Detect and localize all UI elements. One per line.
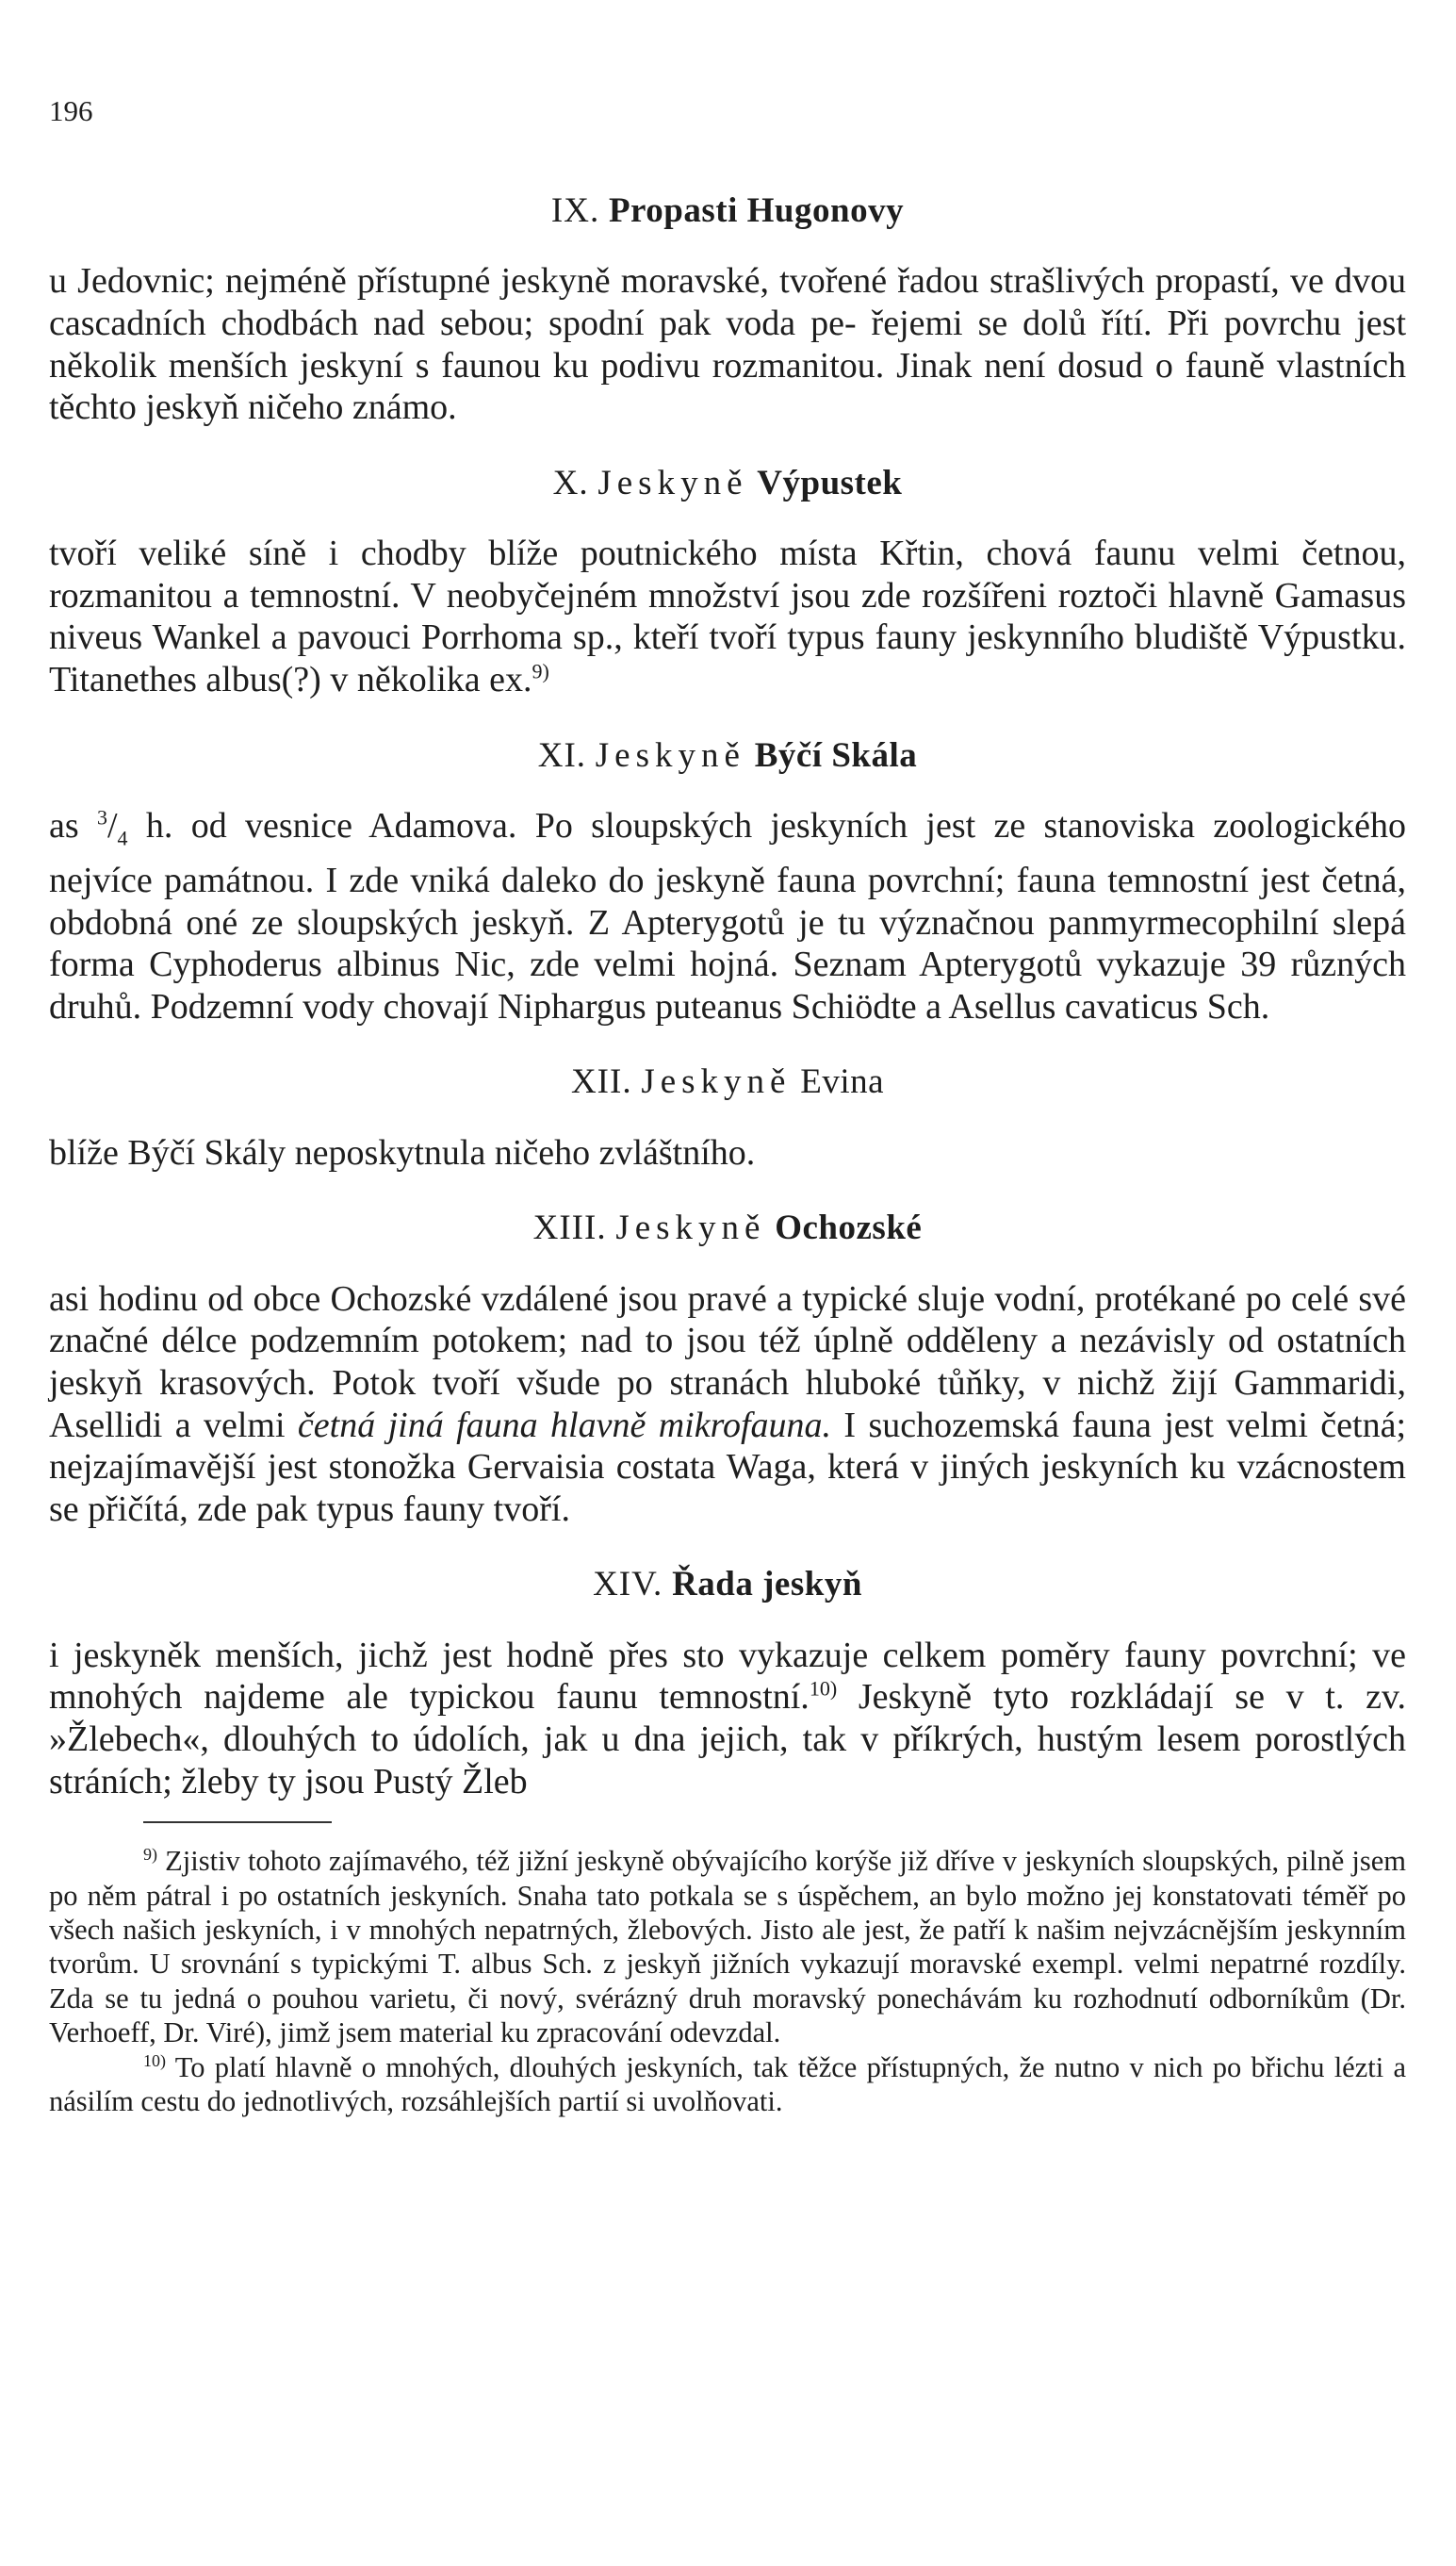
- section-heading-x: [49, 463, 1406, 504]
- section-title: Propasti Hugonovy: [608, 191, 905, 230]
- section-heading-xi: [49, 735, 1406, 777]
- section-number: XIII.: [532, 1209, 607, 1248]
- paragraph-text: blíže Býčí Skály neposkytnula ničeho zvláštního.: [49, 1132, 756, 1173]
- fraction-denominator: 4: [117, 826, 128, 850]
- section-body-x: [49, 533, 1406, 700]
- fraction-numerator: 3: [96, 805, 107, 830]
- paragraph-italic: četná jiná fauna hlavně mikrofauna.: [297, 1405, 832, 1445]
- section-number: X.: [552, 463, 589, 502]
- footnote-marker: 10): [143, 2050, 166, 2070]
- section-heading-xiii: [49, 1208, 1406, 1249]
- footnote-10: [49, 2050, 1406, 2119]
- section-title: Řada jeskyň: [672, 1565, 862, 1604]
- section-title: Býčí Skála: [754, 735, 918, 775]
- section-heading-ix: [49, 190, 1406, 232]
- footnote-marker: 9): [143, 1845, 157, 1865]
- paragraph-text: asi hodinu od obce Ochozské vzdálené jsou pravé a typické sluje vodní, protékané po celé své značné délce podzemním potokem; nad to jsou též úplně odděleny a nezávisly od ostatních jeskyň krasových. Potok tvoří všude po stranách hluboké tůňky, v nichž žijí Gammaridi, Asellidi a velmi: [49, 1278, 1406, 1445]
- section-body-xi: as $^3/_4$ h. od vesnice Adamova. Po sloupských jeskyních jest ze stanoviska zoologického nejvíce památnou. I zde vniká daleko do jeskyně fauna povrchní; fauna temnostní jest četná, obdobná oné ze sloupských jeskyň. Z Apterygotů je tu význačnou panmyrmecophilní slepá forma Cyphoderus albinus Nic, zde velmi hojná. Seznam Apterygotů vykazuje 39 různých druhů. Podzemní vody chovají Niphargus puteanus Schiödte a Asellus cavaticus Sch.: [49, 805, 1407, 1027]
- section-title: Ochozské: [775, 1209, 923, 1248]
- section-title-spaced: Jeskyně: [615, 1209, 766, 1248]
- section-number: XIV.: [593, 1565, 663, 1604]
- section-body-ix: [49, 260, 1406, 428]
- footnote-ref-9[interactable]: 9): [532, 659, 549, 683]
- section-number: IX.: [550, 191, 600, 230]
- footnote-text: Zjistiv tohoto zajímavého, též jižní jeskyně obývajícího korýše již dříve v jeskyních sloupských, pilně jsem po něm pátral i po ostatních jeskyních. Snaha tato potkala se s úspěchem, an bylo možno jej konstatovati téměř po všech našich jeskyních, i v mnohých nepatrných, žlebových. Jisto ale jest, že patří k našim nejvzácnějším jeskynním tvorům. U srovnání s typickými T. albus Sch. z jeskyň jižních vykazují moravské exempl. velmi nepatrné rozdíly. Zda se tu jedná o pouhou varietu, či nový, svérázný druh moravský ponechávám ku rozhodnutí odborníkům (Dr. Verhoeff, Dr. Viré), jimž jsem material ku zpracování odevzdal.: [49, 1845, 1406, 2049]
- section-heading-xiv: [49, 1564, 1406, 1605]
- section-body-xiii: [49, 1278, 1406, 1531]
- footnotes: [49, 1844, 1406, 2118]
- section-number: XII.: [570, 1062, 632, 1102]
- paragraph-text: i jeskyněk menších, jichž jest hodně přes sto vykazuje celkem poměry fauny povrchní; ve mnohých najdeme ale typickou faunu temnostní.: [49, 1635, 1406, 1718]
- paragraph-text: u Jedovnic; nejméně přístupné jeskyně moravské, tvořené řadou strašlivých propastí, ve dvou cascadních chodbách nad sebou; spodní pak voda pe- řejemi se dolů řítí. Při povrchu jest několik menších jeskyní s faunou ku podivu rozmanitou. Jinak není dosud o fauně vlastních těchto jeskyň ničeho známo.: [49, 261, 1406, 428]
- paragraph-text-rest: Jeskyně tyto rozkládají se v t. zv. »Žlebech«, dlouhých to údolích, jak u dna jejich, tak v příkrých, hustým lesem porostlých stráních; žleby ty jsou Pustý Žleb: [49, 1677, 1406, 1801]
- book-page: [49, 94, 1406, 2118]
- section-title-spaced: Jeskyně: [595, 735, 745, 775]
- section-title: Výpustek: [757, 463, 903, 502]
- paragraph-text: h. od vesnice Adamova. Po sloupských jeskyních jest ze stanoviska zoologického nejvíce památnou. I zde vniká daleko do jeskyně fauna povrchní; fauna temnostní jest četná, obdobná oné ze sloupských jeskyň. Z Apterygotů je tu význačnou panmyrmecophilní slepá forma Cyphoderus albinus Nic, zde velmi hojná. Seznam Apterygotů vykazuje 39 různých druhů. Podzemní vody chovají Niphargus puteanus Schiödte a Asellus cavaticus Sch.: [49, 805, 1407, 1027]
- footnote-9: [49, 1844, 1406, 2049]
- paragraph-prefix: as: [49, 805, 79, 846]
- paragraph-text-rest: I suchozemská fauna jest velmi četná; nejzajímavější jest stonožka Gervaisia costata Waga, která v jiných jeskyních ku vzácnostem se přičítá, zde pak typus fauny tvoří.: [49, 1405, 1407, 1529]
- section-body-xii: [49, 1132, 1406, 1175]
- section-title-spaced: Jeskyně: [641, 1062, 792, 1102]
- paragraph-text: tvoří veliké síně i chodby blíže poutnického místa Křtin, chová faunu velmi četnou, rozmanitou a temnostní. V neobyčejném množství jsou zde rozšířeni roztoči hlavně Gamasus niveus Wankel a pavouci Porrhoma sp., kteří tvoří typus fauny jeskynního bludiště Výpustku. Titanethes albus(?) v několika ex.: [49, 534, 1406, 699]
- footnote-ref-10[interactable]: 10): [809, 1676, 838, 1701]
- section-body-xiv: [49, 1635, 1406, 1802]
- section-number: XI.: [537, 735, 587, 775]
- footnote-text: To platí hlavně o mnohých, dlouhých jeskyních, tak těžce přístupných, že nutno v nich po břichu lézti a násilím cestu do jednotlivých, rozsáhlejších partií si uvolňovati.: [49, 2050, 1406, 2118]
- page-number: 196: [49, 94, 93, 127]
- section-heading-xii: [49, 1061, 1406, 1103]
- footnote-divider: [143, 1821, 332, 1823]
- section-title-spaced: Jeskyně: [597, 463, 748, 502]
- section-title: Evina: [800, 1062, 885, 1102]
